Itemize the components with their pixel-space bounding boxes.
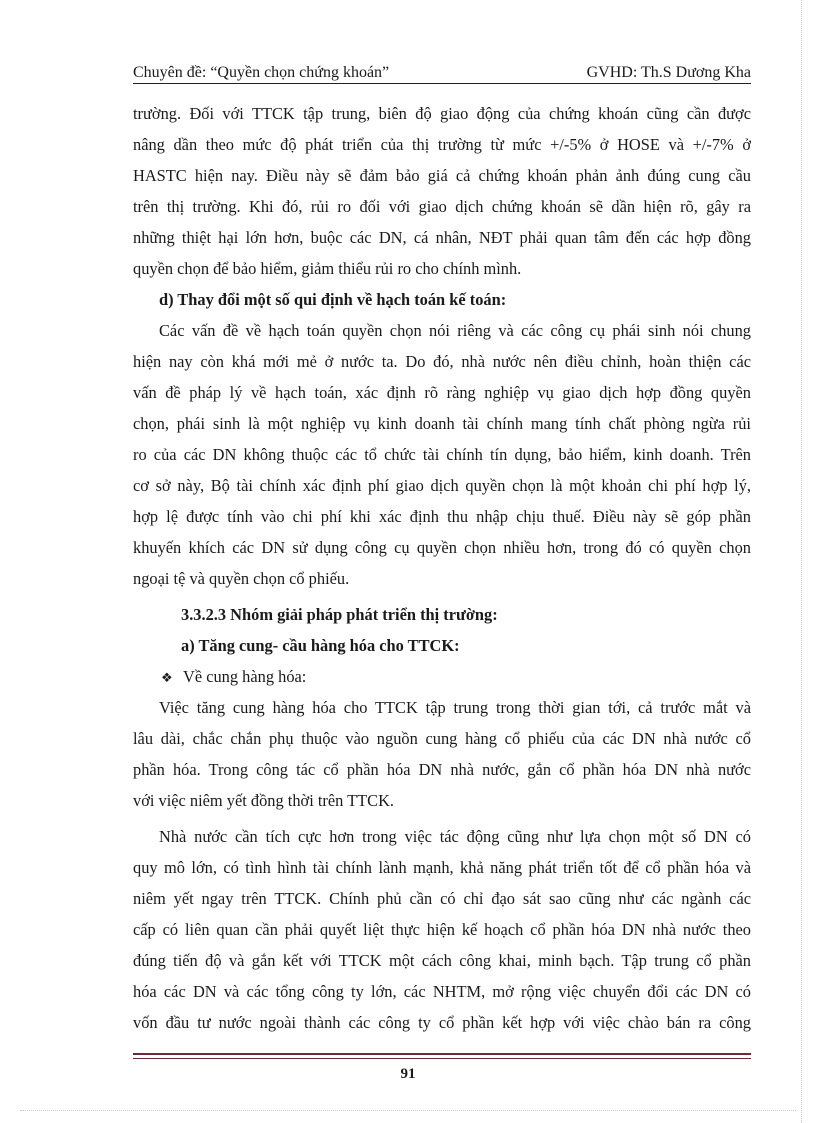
page-header: [133, 58, 751, 84]
text-line: ngoại tệ và quyền chọn cổ phiếu.: [133, 569, 350, 588]
footer-rule-thin: [133, 1058, 751, 1059]
text-line: Nhà nước cần tích cực hơn trong việc tác động cũng như lựa chọn một số DN có: [159, 827, 751, 846]
diamond-bullet-icon: ❖: [161, 671, 173, 686]
header-document-title: Chuyên đề: “Quyền chọn chứng khoán”: [133, 64, 390, 81]
text-line: trường. Đối với TTCK tập trung, biên độ giao động của chứng khoán cũng cần được: [133, 104, 751, 123]
page-body: [133, 98, 751, 1038]
text-line: nâng dần theo mức độ phát triển của thị trường từ mức +/-5% ở HOSE và +/-7% ở: [133, 135, 751, 154]
page-number: 91: [400, 1066, 416, 1082]
text-line: hiện nay còn khá mới mẻ ở nước ta. Do đó, nhà nước nên điều chỉnh, hoàn thiện các: [133, 352, 751, 371]
header-advisor: GVHD: Th.S Dương Kha: [586, 64, 751, 81]
text-line: ro của các DN không thuộc các tổ chức tài chính tín dụng, bảo hiểm, kinh doanh. Trên: [133, 445, 751, 464]
text-line: niêm yết ngay trên TTCK. Chính phủ cần có chỉ đạo sát sao cũng như các ngành các: [133, 889, 751, 908]
text-line: hợp lệ được tính vào chi phí khi xác định thu nhập chịu thuế. Điều này sẽ góp phần: [133, 507, 751, 526]
footer-rule-thick: [133, 1053, 751, 1055]
text-line: cấp có liên quan cần phải quyết liệt thực hiện kế hoạch cổ phần hóa DN nhà nước theo: [133, 920, 751, 939]
section-heading-d: d) Thay đổi một số qui định về hạch toán kế toán:: [159, 290, 507, 309]
page-boundary-bottom: [20, 1110, 796, 1111]
text-line: với việc niêm yết đồng thời trên TTCK.: [133, 791, 395, 810]
header-rule: [133, 83, 751, 84]
bullet-label: Về cung hàng hóa:: [183, 667, 307, 686]
text-line: quy mô lớn, có tình hình tài chính lành mạnh, khả năng phát triển tốt để cổ phần hóa và: [133, 858, 751, 877]
text-line: Việc tăng cung hàng hóa cho TTCK tập trung trong thời gian tới, cả trước mắt và: [159, 698, 751, 717]
text-line: đúng tiến độ và gắn kết với TTCK một cách công khai, minh bạch. Tập trung cổ phần: [133, 951, 751, 970]
text-line: chọn, phái sinh là một nghiệp vụ kinh doanh tài chính mang tính chất phòng ngừa rủi: [133, 414, 751, 433]
text-line: những thiệt hại lớn hơn, buộc các DN, cá nhân, NĐT phải quan tâm đến các hợp đồng: [133, 228, 751, 247]
page-boundary-right: [801, 0, 802, 1123]
text-line: HASTC hiện nay. Điều này sẽ đảm bảo giá cả chứng khoán phản ảnh đúng cung cầu: [133, 166, 751, 185]
text-line: vốn đầu tư nước ngoài thành các công ty cổ phần kết hợp với việc chào bán ra công: [133, 1013, 751, 1032]
text-line: hóa các DN và các tổng công ty lớn, các NHTM, mở rộng việc chuyển đổi các DN có: [133, 982, 751, 1001]
text-line: quyền chọn để bảo hiểm, giảm thiểu rủi ro cho chính mình.: [133, 259, 522, 278]
text-line: cơ sở này, Bộ tài chính xác định phí giao dịch quyền chọn là một khoản chi phí hợp lý,: [133, 476, 751, 495]
text-line: Các vấn đề về hạch toán quyền chọn nói riêng và các công cụ phái sinh nói chung: [159, 321, 751, 340]
text-line: lâu dài, chắc chắn phụ thuộc vào nguồn cung hàng cổ phiếu của các DN nhà nước cổ: [133, 729, 751, 748]
text-line: phần hóa. Trong công tác cổ phần hóa DN nhà nước, gắn cổ phần hóa DN nhà nước: [133, 760, 751, 779]
section-heading-a: a) Tăng cung- cầu hàng hóa cho TTCK:: [181, 636, 460, 655]
section-heading-3-3-2-3: 3.3.2.3 Nhóm giải pháp phát triển thị trường:: [181, 605, 498, 624]
text-line: khuyến khích các DN sử dụng công cụ quyền chọn nhiều hơn, trong đó có quyền chọn: [133, 538, 751, 557]
text-line: trên thị trường. Khi đó, rủi ro đối với giao dịch chứng khoán sẽ dần hiện rõ, gây ra: [133, 197, 751, 216]
text-line: vấn đề pháp lý về hạch toán, xác định rõ ràng nghiệp vụ giao dịch hợp đồng quyền: [133, 383, 751, 402]
bullet-item: [133, 661, 751, 692]
